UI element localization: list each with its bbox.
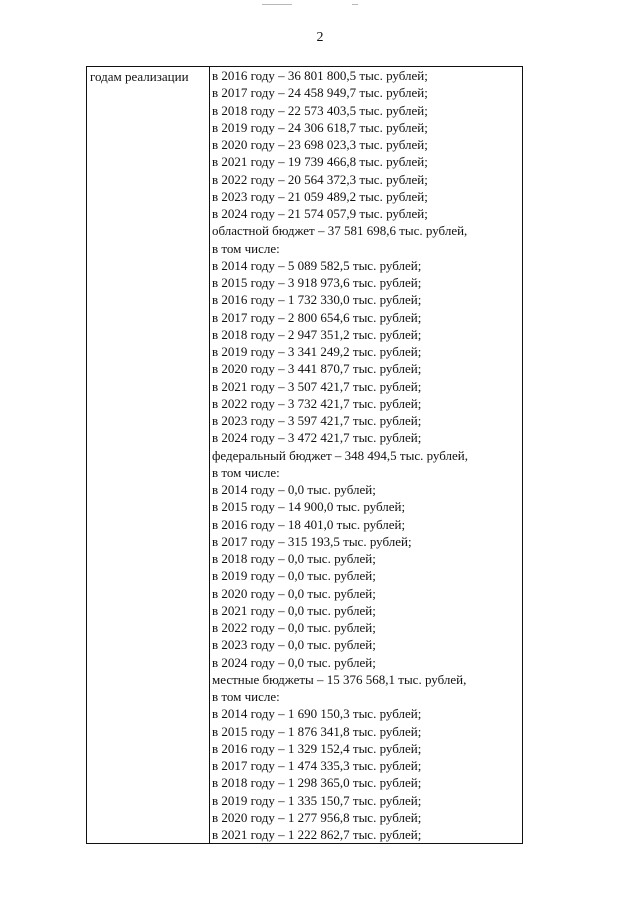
value-line: в 2015 году – 14 900,0 тыс. рублей; — [212, 499, 406, 515]
value-line: в 2018 году – 22 573 403,5 тыс. рублей; — [212, 102, 428, 118]
values-cell — [210, 67, 523, 844]
value-line: в 2018 году – 0,0 тыс. рублей; — [212, 551, 376, 566]
value-line: в 2017 году – 1 474 335,3 тыс. рублей; — [212, 758, 422, 773]
value-line: в 2024 году – 3 472 421,7 тыс. рублей; — [212, 430, 422, 446]
value-line: в 2014 году – 1 690 150,3 тыс. рублей; — [212, 706, 422, 722]
value-line: в 2021 году – 19 739 466,8 тыс. рублей; — [212, 154, 428, 170]
value-line: в 2019 году – 0,0 тыс. рублей; — [212, 568, 376, 584]
value-line: в 2023 году – 21 059 489,2 тыс. рублей; — [212, 188, 428, 204]
value-line: в 2016 году – 1 732 330,0 тыс. рублей; — [212, 292, 422, 308]
value-line: в 2021 году – 3 507 421,7 тыс. рублей; — [212, 378, 422, 394]
value-line: в 2017 году – 2 800 654,6 тыс. рублей; — [212, 309, 422, 325]
value-line: в том числе: — [212, 689, 280, 704]
value-line: в 2016 году – 18 401,0 тыс. рублей; — [212, 516, 406, 532]
value-line: в 2014 году – 5 089 582,5 тыс. рублей; — [212, 257, 422, 273]
value-line: в 2019 году – 3 341 249,2 тыс. рублей; — [212, 344, 422, 359]
value-line: в 2023 году – 3 597 421,7 тыс. рублей; — [212, 413, 422, 428]
value-line: в 2020 году – 3 441 870,7 тыс. рублей; — [212, 361, 422, 377]
value-line: в 2017 году – 315 193,5 тыс. рублей; — [212, 533, 412, 549]
value-line: в 2015 году – 3 918 973,6 тыс. рублей; — [212, 275, 422, 290]
value-line: федеральный бюджет – 348 494,5 тыс. рублей, — [212, 447, 468, 463]
value-line: в 2018 году – 2 947 351,2 тыс. рублей; — [212, 326, 422, 342]
value-line: в 2016 году – 1 329 152,4 тыс. рублей; — [212, 740, 422, 756]
value-line: в 2021 году – 1 222 862,7 тыс. рублей; — [212, 827, 422, 842]
value-line: в том числе: — [212, 464, 280, 480]
value-line: в 2015 году – 1 876 341,8 тыс. рублей; — [212, 723, 422, 739]
value-line: в 2019 году – 24 306 618,7 тыс. рублей; — [212, 119, 428, 135]
value-line: в 2023 году – 0,0 тыс. рублей; — [212, 637, 376, 653]
page-number: 2 — [316, 30, 324, 45]
value-line: в 2024 году – 0,0 тыс. рублей; — [212, 654, 376, 670]
value-line: в 2019 году – 1 335 150,7 тыс. рублей; — [212, 792, 422, 808]
value-line: в 2022 году – 0,0 тыс. рублей; — [212, 620, 376, 635]
table-row — [87, 67, 523, 844]
value-line: в 2020 году – 1 277 956,8 тыс. рублей; — [212, 809, 422, 825]
value-line: в 2016 году – 36 801 800,5 тыс. рублей; — [212, 68, 428, 83]
value-line: в 2024 году – 21 574 057,9 тыс. рублей; — [212, 206, 428, 221]
label-cell — [87, 67, 210, 844]
scan-artifact — [262, 4, 292, 5]
value-line: в 2017 году – 24 458 949,7 тыс. рублей; — [212, 85, 428, 101]
value-line: в 2021 году – 0,0 тыс. рублей; — [212, 602, 376, 618]
scan-artifact — [352, 4, 358, 5]
row-label: годам реализации — [90, 69, 189, 84]
value-line: в 2014 году – 0,0 тыс. рублей; — [212, 482, 376, 497]
value-line: в 2018 году – 1 298 365,0 тыс. рублей; — [212, 775, 422, 791]
value-line: в 2022 году – 20 564 372,3 тыс. рублей; — [212, 171, 428, 187]
value-line: областной бюджет – 37 581 698,6 тыс. рублей, — [212, 223, 468, 239]
value-line: в 2020 году – 23 698 023,3 тыс. рублей; — [212, 137, 428, 152]
value-line: в 2022 году – 3 732 421,7 тыс. рублей; — [212, 395, 422, 411]
value-line: местные бюджеты – 15 376 568,1 тыс. рублей, — [212, 671, 467, 687]
value-line: в 2020 году – 0,0 тыс. рублей; — [212, 585, 376, 601]
value-line: в том числе: — [212, 240, 280, 256]
financing-table — [86, 66, 523, 844]
value-list — [210, 67, 522, 843]
